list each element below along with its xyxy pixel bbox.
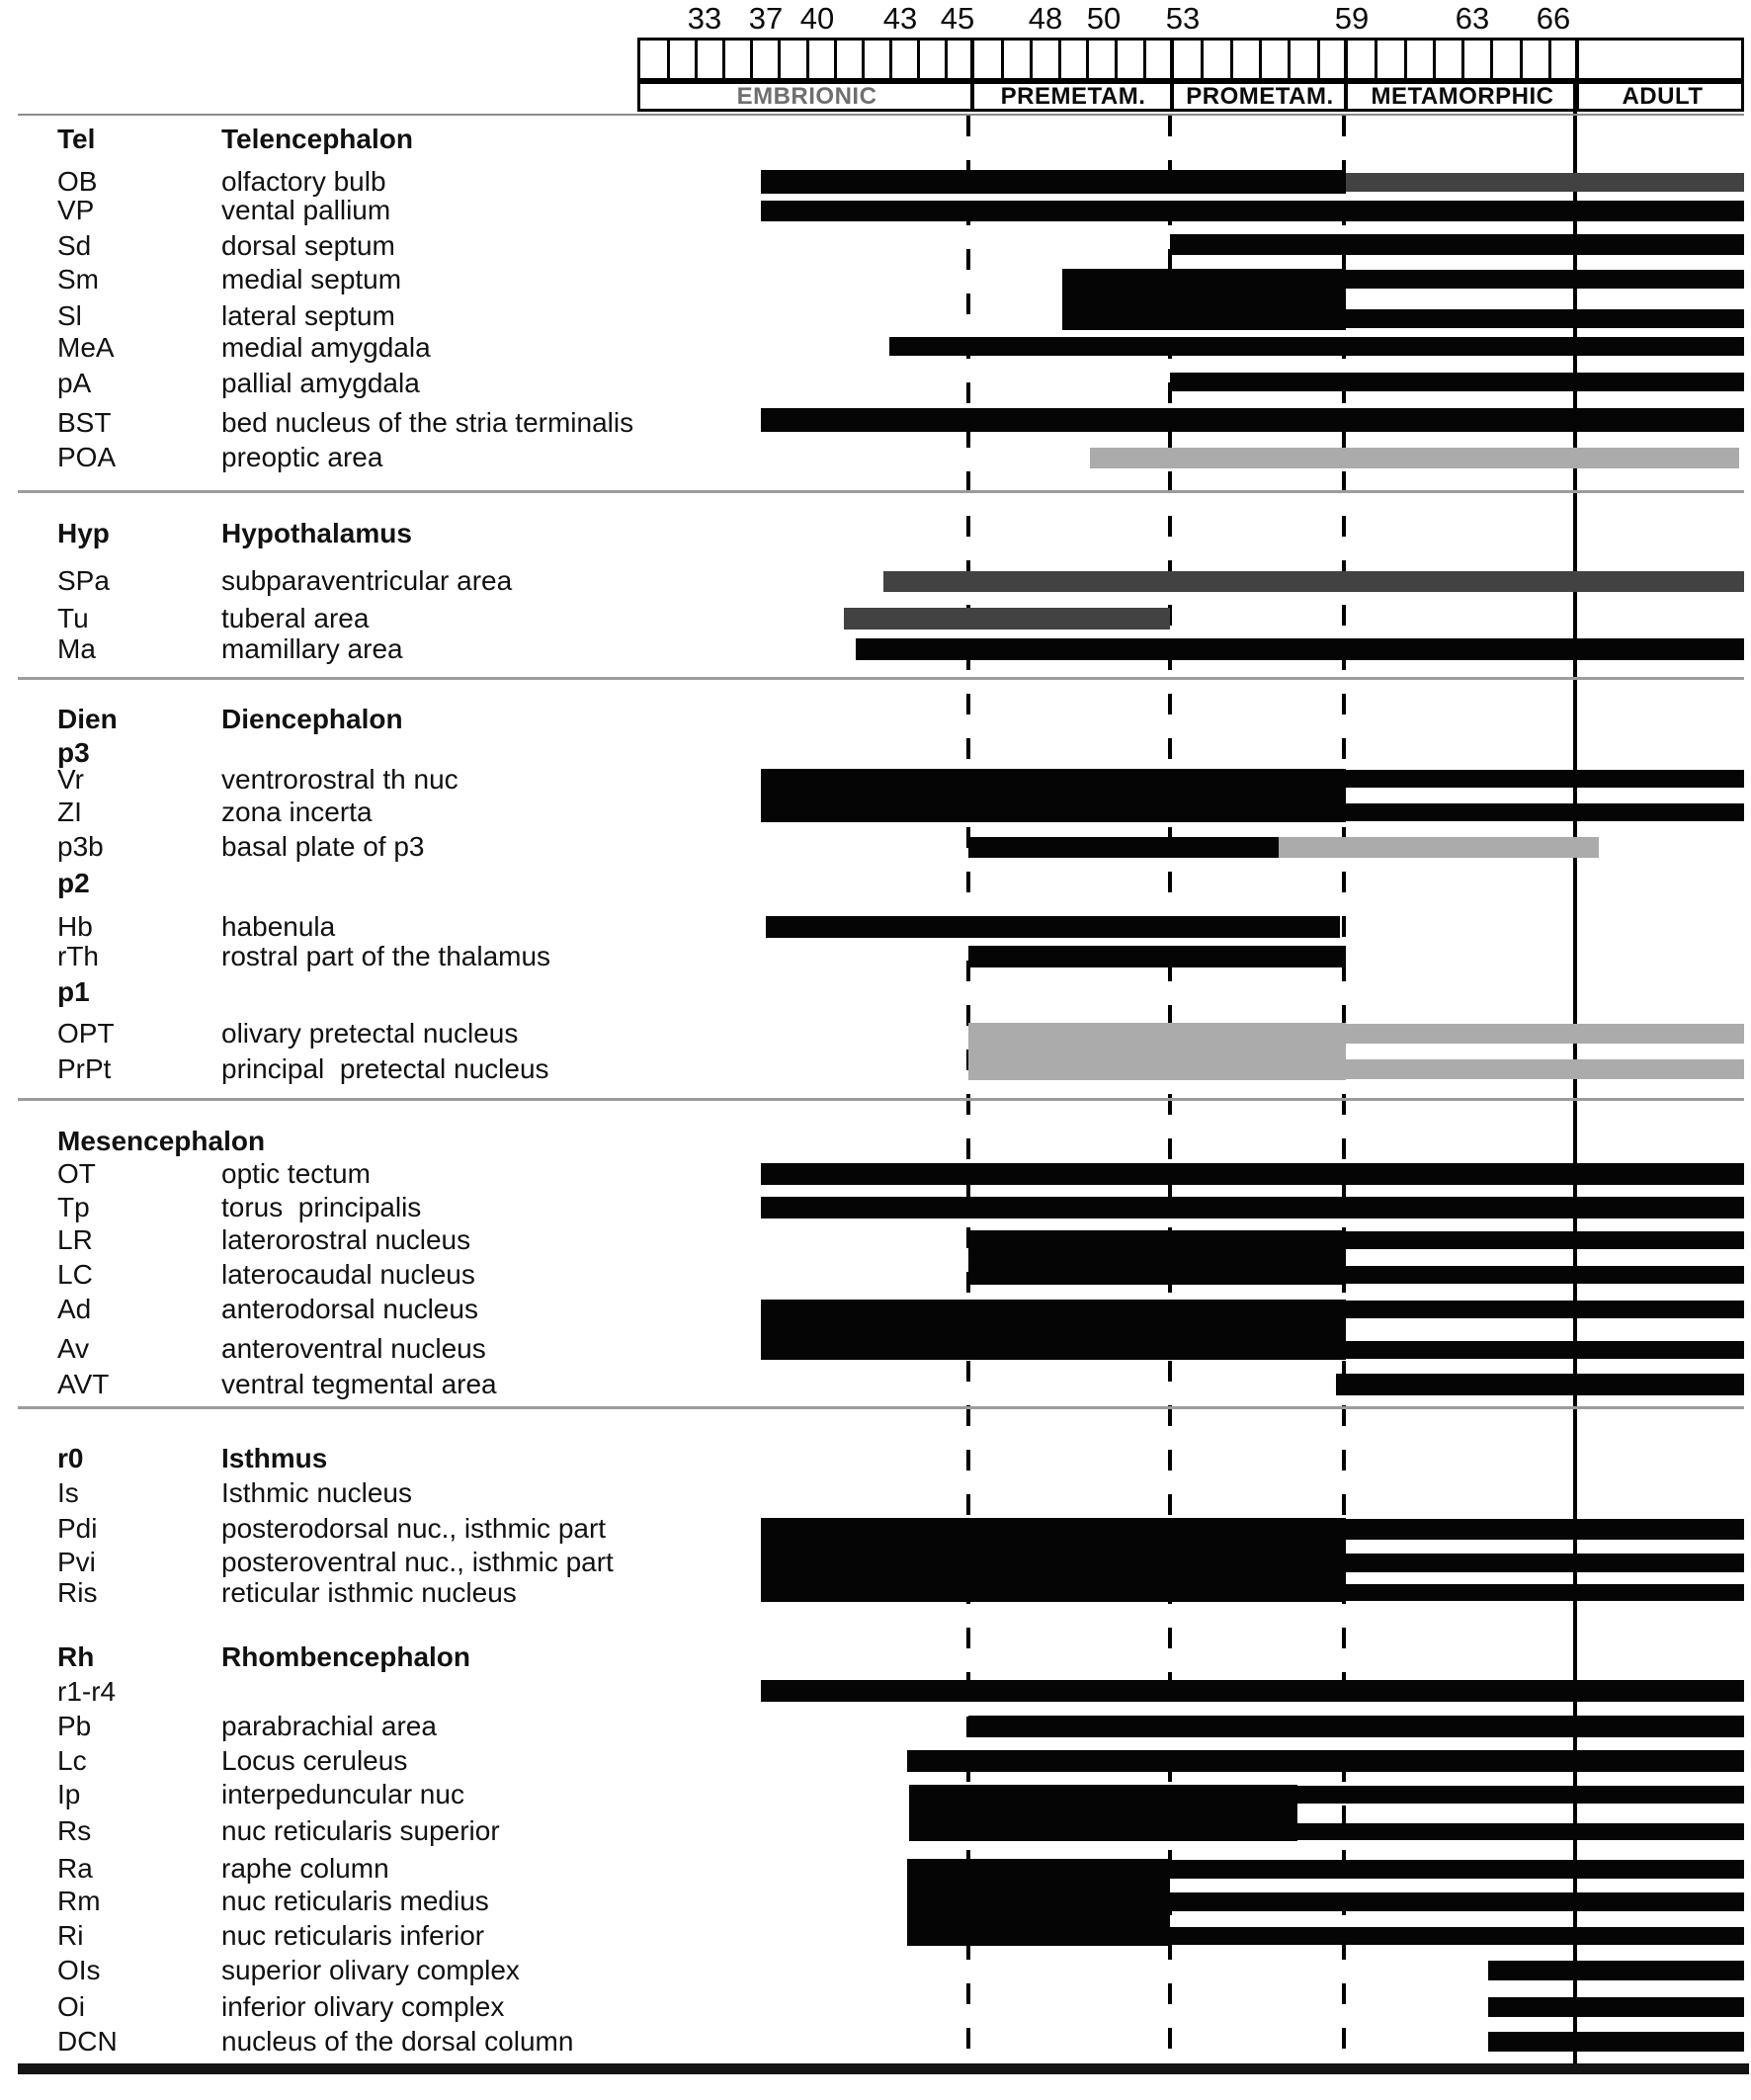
bar-ob-gray	[1346, 173, 1744, 192]
row-code-prpt: PrPt	[57, 1053, 112, 1084]
bar-ot	[761, 1163, 1744, 1185]
row-code-lc: LC	[57, 1259, 93, 1290]
row-code-is: Is	[57, 1477, 79, 1508]
row-code-dcn: DCN	[57, 2026, 118, 2057]
bar-ip-strip	[1297, 1786, 1744, 1804]
bar-bst	[761, 408, 1744, 432]
row-code-ma: Ma	[57, 633, 96, 664]
row-code-bst: BST	[57, 407, 112, 438]
bar-vp	[761, 201, 1744, 221]
ruler-cell-tick	[1115, 41, 1118, 78]
bar-pdi-strip	[1346, 1519, 1744, 1540]
bar-poa	[1090, 448, 1739, 468]
bar-vr-zi-block	[761, 769, 1346, 822]
row-name-lc: Locus ceruleus	[221, 1745, 408, 1776]
ruler-cell-tick	[889, 41, 892, 78]
divider-dien-mes	[18, 1098, 1744, 1101]
row-code-lc: Lc	[57, 1745, 87, 1776]
bar-vr-strip	[1346, 770, 1744, 788]
row-code-lr: LR	[57, 1224, 93, 1255]
phase-adult: ADULT	[1622, 82, 1704, 110]
row-name-mea: medial amygdala	[221, 332, 431, 363]
row-name-p3b: basal plate of p3	[221, 831, 425, 862]
row-name-rth: rostral part of the thalamus	[221, 941, 551, 971]
bar-avt	[1336, 1374, 1744, 1395]
bar-lr-strip	[1346, 1231, 1744, 1249]
bar-pb	[968, 1716, 1744, 1737]
bar-rm-strip	[1170, 1892, 1744, 1911]
row-code-dien: Dien	[57, 704, 118, 734]
ruler-cell-tick	[806, 41, 809, 78]
row-name-opt: olivary pretectal nucleus	[221, 1018, 519, 1049]
bar-ma	[856, 638, 1744, 660]
row-code-tp: Tp	[57, 1192, 90, 1222]
row-code-ob: OB	[57, 166, 98, 197]
row-code-pb: Pb	[57, 1711, 92, 1741]
row-name-ad: anterodorsal nucleus	[221, 1294, 478, 1324]
bar-av-strip	[1346, 1341, 1744, 1359]
phase-prometam: PROMETAM.	[1186, 82, 1334, 110]
phase-boundary-tick	[1575, 41, 1579, 78]
row-code-sd: Sd	[57, 230, 92, 261]
bar-ip-rs-block	[909, 1785, 1297, 1841]
row-code-sl: Sl	[57, 300, 82, 331]
row-name-oi: inferior olivary complex	[221, 1991, 505, 2022]
row-name-tu: tuberal area	[221, 603, 370, 633]
row-code-p3: p3	[57, 737, 90, 768]
bar-tu	[844, 608, 1170, 630]
bar-pdi-pvi-ris-block	[761, 1518, 1346, 1602]
bar-oi	[1488, 1997, 1744, 2017]
row-name-ot: optic tectum	[221, 1158, 371, 1189]
row-name-rs: nuc reticularis superior	[221, 1815, 500, 1846]
row-code-rh: Rh	[57, 1641, 95, 1672]
row-code-poa: POA	[57, 442, 117, 472]
bar-ra-rm-ri-block	[907, 1859, 1170, 1946]
row-code-p2: p2	[57, 868, 90, 898]
phase-metamorphic: METAMORPHIC	[1371, 82, 1554, 110]
bar-tp	[761, 1197, 1744, 1218]
row-name-vp: vental pallium	[221, 195, 391, 225]
row-code-avt: AVT	[57, 1369, 110, 1399]
row-name-tel: Telencephalon	[221, 124, 413, 154]
row-name-zi: zona incerta	[221, 797, 373, 827]
bar-lc-strip	[1346, 1266, 1744, 1284]
row-name-lr: laterorostral nucleus	[221, 1224, 471, 1255]
row-name-lc: laterocaudal nucleus	[221, 1259, 475, 1290]
bar-p3b-gray	[1279, 837, 1599, 858]
ruler-cell-tick	[1490, 41, 1493, 78]
stage-tick-48: 48	[1028, 1, 1063, 36]
bottom-rule	[18, 2063, 1749, 2074]
ruler-cell-tick	[1001, 41, 1004, 78]
bar-ad-av-block	[761, 1300, 1346, 1360]
row-code-pa: pA	[57, 368, 92, 398]
row-name-r0: Isthmus	[221, 1443, 328, 1473]
ruler-cell-tick	[1143, 41, 1146, 78]
row-code-hyp: Hyp	[57, 518, 110, 548]
row-code-pdi: Pdi	[57, 1513, 98, 1544]
phase-premetam: PREMETAM.	[1000, 82, 1146, 110]
stage-tick-66: 66	[1536, 1, 1571, 36]
ruler-cell-tick	[862, 41, 865, 78]
bar-ad-strip	[1346, 1301, 1744, 1318]
row-name-sm: medial septum	[221, 264, 402, 294]
row-name-prpt: principal pretectal nucleus	[221, 1053, 549, 1084]
row-code-opt: OPT	[57, 1018, 115, 1049]
ruler-cell-tick	[1317, 41, 1320, 78]
row-code-ad: Ad	[57, 1294, 92, 1324]
row-name-ris: reticular isthmic nucleus	[221, 1577, 517, 1608]
bar-sm-strip	[1346, 270, 1744, 289]
row-name-poa: preoptic area	[221, 442, 383, 472]
stage-ruler	[637, 38, 1744, 81]
phase-boundary-tick	[970, 41, 974, 78]
ruler-cell-tick	[695, 41, 698, 78]
row-name-tp: torus principalis	[221, 1192, 422, 1222]
ruler-cell-tick	[834, 41, 837, 78]
ruler-cell-tick	[667, 41, 670, 78]
bar-sl-strip	[1346, 309, 1744, 328]
ruler-cell-tick	[1461, 41, 1464, 78]
row-name-av: anteroventral nucleus	[221, 1333, 486, 1364]
bar-prpt-strip	[1346, 1059, 1744, 1079]
row-name-ip: interpeduncular nuc	[221, 1779, 464, 1809]
bar-opt-strip	[1346, 1024, 1744, 1044]
ruler-cell-tick	[1520, 41, 1523, 78]
divider-hyp-dien	[18, 677, 1744, 680]
row-code-ri: Ri	[57, 1920, 84, 1951]
row-name-avt: ventral tegmental area	[221, 1369, 497, 1399]
row-code-spa: SPa	[57, 565, 110, 596]
row-name-is: Isthmic nucleus	[221, 1477, 412, 1508]
row-code-av: Av	[57, 1333, 90, 1364]
bar-ri-strip	[1170, 1927, 1744, 1945]
row-code-rm: Rm	[57, 1886, 101, 1916]
row-code-ip: Ip	[57, 1779, 81, 1809]
ruler-cell-tick	[1288, 41, 1291, 78]
ruler-cell-tick	[750, 41, 753, 78]
row-name-dien: Diencephalon	[221, 704, 403, 734]
row-name-spa: subparaventricular area	[221, 565, 513, 596]
ruler-cell-tick	[917, 41, 920, 78]
row-code-vr: Vr	[57, 764, 84, 795]
divider-mes-r0	[18, 1406, 1744, 1409]
row-name-ri: nuc reticularis inferior	[221, 1920, 485, 1951]
row-name-pvi: posteroventral nuc., isthmic part	[221, 1547, 614, 1577]
row-name-vr: ventrorostral th nuc	[221, 764, 459, 795]
stage-tick-43: 43	[882, 1, 918, 36]
row-name-sd: dorsal septum	[221, 230, 395, 261]
row-code-sm: Sm	[57, 264, 99, 294]
ruler-cell-tick	[1230, 41, 1233, 78]
bar-lc	[907, 1750, 1744, 1772]
bar-dcn	[1488, 2032, 1744, 2052]
stage-tick-33: 33	[687, 1, 722, 36]
stage-tick-50: 50	[1086, 1, 1122, 36]
ruler-cell-tick	[945, 41, 948, 78]
ruler-cell-tick	[722, 41, 725, 78]
row-code-rth: rTh	[57, 941, 99, 971]
row-code-p1: p1	[57, 976, 90, 1007]
bar-r1-r4	[761, 1680, 1744, 1702]
bar-p3b-black	[968, 837, 1279, 858]
row-code-ot: OT	[57, 1158, 96, 1189]
row-name-pa: pallial amygdala	[221, 368, 420, 398]
stage-tick-53: 53	[1165, 1, 1201, 36]
bar-sd	[1170, 234, 1744, 255]
header-underline	[18, 114, 1744, 116]
row-name-sl: lateral septum	[221, 300, 395, 331]
row-code-hb: Hb	[57, 911, 93, 942]
row-code-r0: r0	[57, 1443, 84, 1473]
ruler-cell-tick	[1375, 41, 1377, 78]
bar-pa	[1170, 373, 1744, 391]
bar-opt-prpt-block	[968, 1023, 1346, 1080]
divider-tel-hyp	[18, 490, 1744, 493]
row-code-mea: MeA	[57, 332, 115, 363]
row-name-pb: parabrachial area	[221, 1711, 437, 1741]
row-code-mesencephalon: Mesencephalon	[57, 1126, 266, 1156]
row-name-bst: bed nucleus of the stria terminalis	[221, 407, 634, 438]
bar-zi-strip	[1346, 803, 1744, 821]
bar-hb	[766, 916, 1340, 938]
row-code-ois: OIs	[57, 1955, 101, 1985]
stage-tick-45: 45	[940, 1, 975, 36]
ruler-cell-tick	[1058, 41, 1061, 78]
bar-pvi-strip	[1346, 1554, 1744, 1572]
row-code-r1-r4: r1-r4	[57, 1676, 117, 1707]
row-code-ris: Ris	[57, 1577, 98, 1608]
row-name-dcn: nucleus of the dorsal column	[221, 2026, 574, 2057]
row-name-ra: raphe column	[221, 1853, 389, 1884]
phase-boundary-tick	[1170, 41, 1174, 78]
bar-sm-sl-block	[1062, 269, 1346, 330]
phase-boundary-tick	[1344, 41, 1348, 78]
stage-tick-37: 37	[748, 1, 784, 36]
stage-tick-59: 59	[1334, 1, 1370, 36]
bar-ris-strip	[1346, 1584, 1744, 1601]
row-name-ois: superior olivary complex	[221, 1955, 520, 1985]
bar-rs-strip	[1297, 1823, 1744, 1840]
ruler-cell-tick	[1259, 41, 1262, 78]
row-name-rm: nuc reticularis medius	[221, 1886, 489, 1916]
stage-tick-63: 63	[1455, 1, 1490, 36]
bar-ra-strip	[1170, 1860, 1744, 1879]
row-code-zi: ZI	[57, 797, 82, 827]
row-name-hb: habenula	[221, 911, 336, 942]
ruler-cell-tick	[778, 41, 781, 78]
row-code-oi: Oi	[57, 1991, 85, 2022]
ruler-cell-tick	[1086, 41, 1089, 78]
row-code-vp: VP	[57, 195, 95, 225]
row-code-ra: Ra	[57, 1853, 93, 1884]
bar-lr-lc-block	[968, 1230, 1346, 1285]
bar-ob-black	[761, 170, 1346, 194]
row-code-tu: Tu	[57, 603, 89, 633]
stage-tick-40: 40	[799, 1, 835, 36]
row-code-pvi: Pvi	[57, 1547, 96, 1577]
bar-spa	[883, 571, 1744, 592]
bar-ois	[1488, 1961, 1744, 1980]
phase-band	[637, 81, 1744, 112]
ruler-cell-tick	[1433, 41, 1436, 78]
row-name-ma: mamillary area	[221, 633, 403, 664]
row-code-tel: Tel	[57, 124, 96, 154]
row-name-rh: Rhombencephalon	[221, 1641, 471, 1672]
ruler-cell-tick	[1201, 41, 1204, 78]
ruler-cell-tick	[1404, 41, 1407, 78]
row-name-hyp: Hypothalamus	[221, 518, 412, 548]
row-name-pdi: posterodorsal nuc., isthmic part	[221, 1513, 607, 1544]
ruler-cell-tick	[1030, 41, 1033, 78]
row-code-p3b: p3b	[57, 831, 104, 862]
row-code-rs: Rs	[57, 1815, 92, 1846]
bar-rth	[968, 946, 1346, 967]
phase-embrionic: EMBRIONIC	[736, 82, 877, 110]
row-name-ob: olfactory bulb	[221, 166, 386, 197]
ruler-cell-tick	[1548, 41, 1551, 78]
bar-mea	[889, 337, 1744, 356]
